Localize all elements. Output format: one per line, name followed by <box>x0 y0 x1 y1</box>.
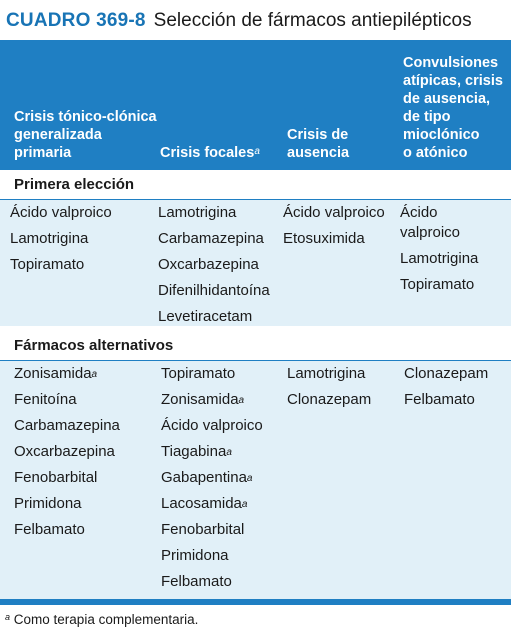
header-line: Crisis tónico-clónica <box>14 109 157 125</box>
first-choice-col1 <box>10 200 112 278</box>
drug-cell: Topiramato <box>400 276 475 293</box>
drug-cell: Lamotrigina <box>287 365 366 382</box>
section-header-alternatives <box>0 331 511 361</box>
section-label: Fármacos alternativos <box>14 337 174 354</box>
header-line: de ausencia, <box>403 91 491 107</box>
footnote-marker: a <box>246 473 253 484</box>
footnote-marker: a <box>5 612 11 622</box>
drug-cell: Fenobarbital <box>161 521 245 538</box>
section-header-first-choice <box>0 170 511 200</box>
drug-cell: Etosuximida <box>283 230 365 247</box>
drug-cell: Zonisamida$^a$ <box>14 365 98 382</box>
drug-cell: Felbamato <box>14 521 85 538</box>
drug-cell: Oxcarbazepina <box>14 443 115 460</box>
drug-cell: Gabapentina$^a$ <box>161 469 253 486</box>
drug-cell: Clonazepam <box>404 365 489 382</box>
section-label: Primera elección <box>14 176 135 193</box>
header-line: primaria <box>14 145 72 161</box>
header-line: atípicas, crisis <box>403 73 503 89</box>
first-choice-col2 <box>158 200 270 330</box>
table-footnote <box>5 612 198 627</box>
table-number: CUADRO 369-8 <box>6 10 146 31</box>
drug-cell: Lacosamida$^a$ <box>161 495 248 512</box>
header-line: o atónico <box>403 145 468 161</box>
footnote-marker: a <box>254 146 260 157</box>
header-line: Crisis de <box>287 127 349 143</box>
footnote-marker: a <box>238 395 245 406</box>
drug-cell: Lamotrigina <box>158 204 237 221</box>
header-line: Crisis focales <box>160 145 255 161</box>
header-line: de tipo <box>403 109 451 125</box>
drug-cell: Felbamato <box>161 573 232 590</box>
table-header <box>0 40 511 170</box>
table-title <box>0 6 511 36</box>
drug-cell: Ácido valproico <box>10 204 112 221</box>
first-choice-col3 <box>283 200 385 252</box>
header-focal-seizures <box>160 144 290 162</box>
drug-cell: Topiramato <box>161 365 236 382</box>
footnote-marker: a <box>241 499 248 510</box>
footnote-marker: a <box>91 369 98 380</box>
header-line: generalizada <box>14 127 102 143</box>
header-line: ausencia <box>287 145 350 161</box>
header-absence-seizures <box>287 126 397 162</box>
drug-cell: Levetiracetam <box>158 308 253 325</box>
drug-cell: Primidona <box>161 547 229 564</box>
drug-cell: Lamotrigina <box>400 250 479 267</box>
drug-cell: Carbamazepina <box>14 417 120 434</box>
drug-cell: Ácido valproico <box>283 204 385 221</box>
drug-cell: Ácido valproico <box>161 417 263 434</box>
drug-cell: Carbamazepina <box>158 230 264 247</box>
drug-cell: Fenobarbital <box>14 469 98 486</box>
alternatives-col2 <box>161 361 263 595</box>
table-caption: Selección de fármacos antiepilépticos <box>153 10 472 31</box>
header-generalized-tonic-clonic <box>14 108 164 162</box>
drug-cell: Clonazepam <box>287 391 372 408</box>
drug-cell: Felbamato <box>404 391 475 408</box>
drug-cell: Zonisamida$^a$ <box>161 391 245 408</box>
drug-cell: Ácido valproico <box>400 204 461 241</box>
first-choice-col4 <box>400 200 500 298</box>
header-line: mioclónico <box>403 127 480 143</box>
drug-cell: Oxcarbazepina <box>158 256 259 273</box>
drug-cell: Difenilhidantoína <box>158 282 270 299</box>
drug-cell: Fenitoína <box>14 391 77 408</box>
footnote-marker: a <box>226 447 232 458</box>
footnote-text: Como terapia complementaria. <box>13 612 199 627</box>
header-line: Convulsiones <box>403 55 499 71</box>
header-atypical-seizures <box>403 54 503 162</box>
alternatives-col3 <box>287 361 371 413</box>
alternatives-col4 <box>404 361 488 413</box>
alternatives-col1 <box>14 361 120 543</box>
drug-cell: Tiagabina$^a$ <box>161 443 232 460</box>
drug-cell: Primidona <box>14 495 82 512</box>
drug-cell: Lamotrigina <box>10 230 89 247</box>
table-bottom-rule <box>0 599 511 605</box>
drug-cell: Topiramato <box>10 256 85 273</box>
